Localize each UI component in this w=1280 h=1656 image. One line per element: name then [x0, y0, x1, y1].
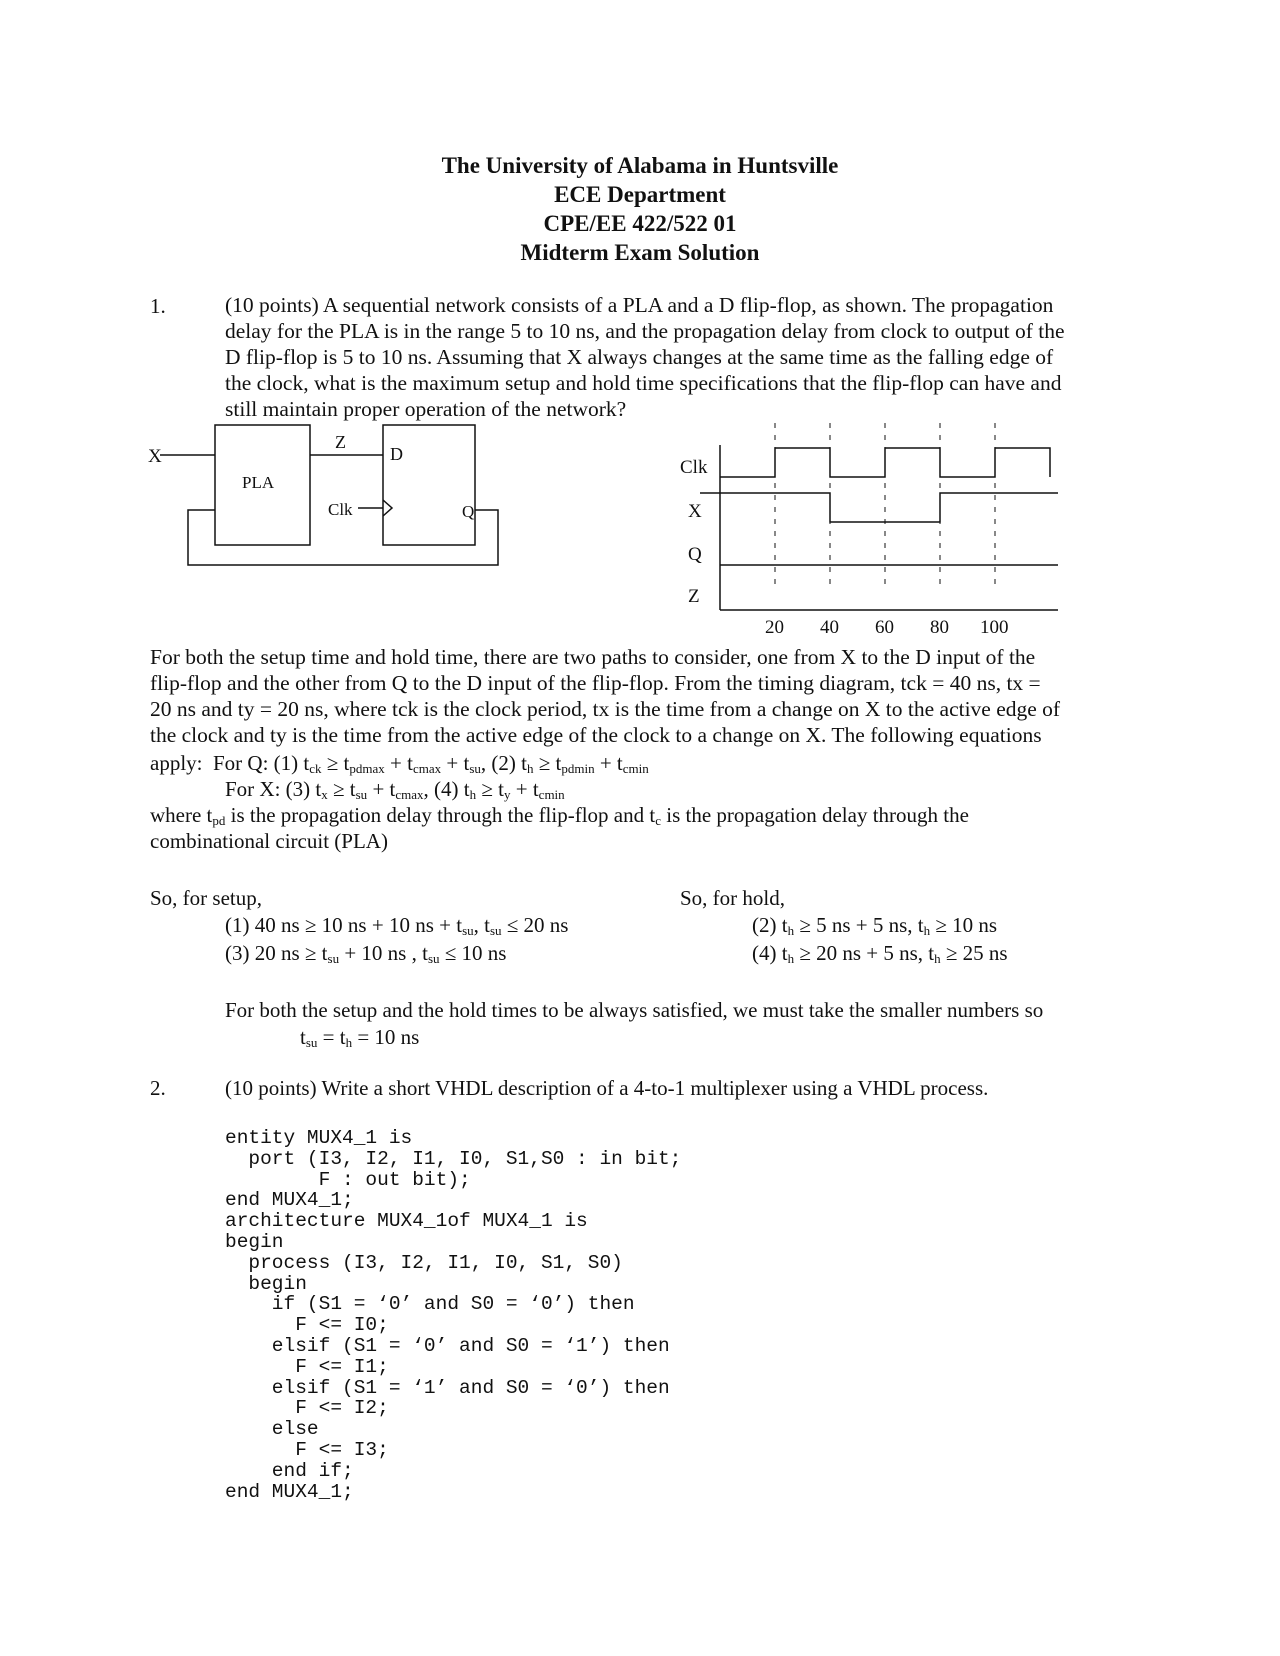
timing-tick: 40: [820, 617, 839, 635]
problem1-number: 1.: [150, 294, 166, 318]
eq-sub: cmax: [412, 761, 442, 776]
eq-text: (3) 20 ns ≥ t: [225, 941, 328, 965]
code-line: else: [225, 1418, 319, 1441]
eq-sub: pd: [212, 813, 226, 828]
eq-text: t: [300, 1025, 306, 1049]
eq-sub: c: [655, 813, 661, 828]
header-exam-title: Midterm Exam Solution: [520, 240, 760, 265]
circuit-z-label: Z: [335, 432, 346, 452]
eq-sub: h: [787, 951, 795, 966]
eq-sub: su: [462, 923, 474, 938]
eq-text: where t: [150, 803, 213, 827]
code-line: elsif (S1 = ‘1’ and S0 = ‘0’) then: [225, 1376, 670, 1399]
eq-sub: pdmin: [561, 761, 595, 776]
problem1-statement-line: (10 points) A sequential network consists of a PLA and a D flip-flop, as shown. The propagation: [225, 293, 1054, 317]
problem2-number: 2.: [150, 1076, 166, 1100]
result-line: [300, 1024, 419, 1050]
problem1-explanation: [150, 644, 1240, 748]
problem1-statement-line: the clock, what is the maximum setup and hold time specifications that the flip-flop can have and: [225, 371, 1062, 395]
explanation-line: the clock and ty is the time from the active edge of the clock to a change on X. The following equations: [150, 723, 1042, 747]
setup-title: So, for setup,: [150, 886, 262, 910]
hold-title: So, for hold,: [680, 886, 785, 910]
x-waveform: [700, 493, 1058, 522]
header-department: ECE Department: [554, 182, 726, 207]
combinational-line: combinational circuit (PLA): [150, 829, 388, 853]
eq-sub: x: [321, 787, 328, 802]
timing-tick: 80: [930, 617, 949, 635]
problem2-statement: (10 points) Write a short VHDL description of a 4-to-1 multiplexer using a VHDL process.: [225, 1076, 989, 1100]
eq-text: + t: [441, 751, 470, 775]
eq-text: For Q: (1) t: [213, 751, 310, 775]
eq-sub: cmin: [538, 787, 565, 802]
eq-sub: su: [427, 951, 440, 966]
eq-sub: su: [355, 787, 368, 802]
eq-sub: ck: [309, 761, 322, 776]
eq-text: is the propagation delay through the: [661, 803, 969, 827]
eq-text: + t: [367, 777, 396, 801]
eq-sub: su: [469, 761, 481, 776]
timing-diagram: [660, 415, 1070, 635]
eq-text: ≥ t: [533, 751, 562, 775]
code-line: F : out bit);: [225, 1168, 471, 1191]
timing-tick: 20: [765, 617, 784, 635]
eq-sub: cmin: [622, 761, 649, 776]
timing-tick: 60: [875, 617, 894, 635]
equations-x-line: [225, 776, 565, 802]
equations-q-line: [150, 750, 649, 776]
problem1-statement: [225, 292, 1225, 422]
explanation-line: For both the setup time and hold time, there are two paths to consider, one from X to the D input of the: [150, 645, 1036, 669]
circuit-d-label: D: [390, 444, 403, 464]
code-line: F <= I1;: [225, 1355, 389, 1378]
eq-text: ≥ 25 ns: [940, 941, 1008, 965]
header-university: The University of Alabama in Huntsville: [441, 153, 839, 178]
code-line: begin: [225, 1272, 307, 1295]
hold-eq-1: [752, 912, 997, 938]
code-line: end if;: [225, 1459, 354, 1482]
eq-sub: cmax: [395, 787, 424, 802]
eq-text: ≥ 5 ns + 5 ns, t: [794, 913, 924, 937]
eq-text: + t: [384, 751, 413, 775]
timing-label-z: Z: [688, 586, 700, 607]
eq-sub: h: [345, 1035, 353, 1050]
eq-sub: su: [489, 923, 502, 938]
timing-label-q: Q: [688, 544, 702, 565]
eq-sub: su: [327, 951, 340, 966]
code-line: begin: [225, 1230, 284, 1253]
vhdl-code-block: [225, 1128, 681, 1502]
code-line: port (I3, I2, I1, I0, S1,S0 : in bit;: [225, 1147, 682, 1170]
setup-eq-2: [225, 940, 506, 966]
header-course: CPE/EE 422/522 01: [543, 211, 737, 236]
explanation-line: flip-flop and the other from Q to the D input of the flip-flop. From the timing diagram, tck = 40 ns, tx =: [150, 671, 1041, 695]
timing-label-clk: Clk: [680, 457, 708, 478]
eq-text: ≥ 20 ns + 5 ns, t: [794, 941, 935, 965]
eq-text: ≥ t: [476, 777, 504, 801]
eq-text: ≤ 20 ns: [501, 913, 569, 937]
problem1-statement-line: delay for the PLA is in the range 5 to 10 ns, and the propagation delay from clock to output of the: [225, 319, 1065, 343]
setup-eq-1: [225, 912, 568, 938]
eq-text: , t: [473, 913, 490, 937]
eq-text: , (4) t: [423, 777, 470, 801]
circuit-pla-label: PLA: [242, 473, 275, 492]
conclusion-line: For both the setup and the hold times to be always satisfied, we must take the smaller numbers so: [225, 998, 1044, 1022]
code-line: F <= I2;: [225, 1397, 389, 1420]
eq-text: ≥ 10 ns: [930, 913, 998, 937]
code-line: if (S1 = ‘0’ and S0 = ‘0’) then: [225, 1293, 635, 1316]
eq-sub: h: [469, 787, 477, 802]
problem1-statement-line: still maintain proper operation of the network?: [225, 397, 627, 421]
problem1-statement-line: D flip-flop is 5 to 10 ns. Assuming that X always changes at the same time as the falling edge of: [225, 345, 1054, 369]
where-line: [150, 802, 969, 828]
timing-tick: 100: [980, 617, 1009, 635]
circuit-clk-label: Clk: [328, 500, 353, 519]
clk-waveform: [720, 448, 1050, 477]
eq-sub: h: [787, 923, 795, 938]
timing-label-x: X: [688, 501, 702, 522]
eq-text: + t: [510, 777, 539, 801]
eq-text: ≤ 10 ns: [439, 941, 507, 965]
eq-sub: su: [305, 1035, 318, 1050]
eq-text: is the propagation delay through the flip-flop and t: [225, 803, 656, 827]
eq-text: For X: (3) t: [225, 777, 322, 801]
code-line: process (I3, I2, I1, I0, S1, S0): [225, 1251, 623, 1274]
circuit-x-label: X: [148, 446, 162, 467]
eq-text: ≥ t: [321, 751, 350, 775]
hold-eq-2: [752, 940, 1008, 966]
code-line: F <= I3;: [225, 1438, 389, 1461]
code-line: elsif (S1 = ‘0’ and S0 = ‘1’) then: [225, 1334, 670, 1357]
code-line: F <= I0;: [225, 1314, 389, 1337]
eq-text: (4) t: [752, 941, 788, 965]
pla-flipflop-circuit-diagram: [140, 420, 540, 580]
eq-text: + 10 ns , t: [339, 941, 428, 965]
eq-sub: h: [923, 923, 931, 938]
eq-text: = t: [317, 1025, 346, 1049]
circuit-q-label: Q: [462, 502, 475, 521]
eq-sub: h: [526, 761, 534, 776]
eq-sub: pdmax: [349, 761, 385, 776]
code-line: architecture MUX4_1of MUX4_1 is: [225, 1210, 588, 1233]
eq-text: (1) 40 ns ≥ 10 ns + 10 ns + t: [225, 913, 463, 937]
explanation-line: 20 ns and ty = 20 ns, where tck is the clock period, tx is the time from a change on X to the active edge of: [150, 697, 1061, 721]
apply-word: apply:: [150, 751, 203, 775]
eq-text: (2) t: [752, 913, 788, 937]
code-line: entity MUX4_1 is: [225, 1127, 413, 1149]
code-line: end MUX4_1;: [225, 1189, 354, 1212]
eq-text: = 10 ns: [352, 1025, 420, 1049]
eq-text: , (2) t: [480, 751, 527, 775]
eq-text: + t: [594, 751, 623, 775]
code-line: end MUX4_1;: [225, 1480, 354, 1503]
eq-sub: h: [934, 951, 941, 966]
eq-text: ≥ t: [327, 777, 356, 801]
d-flipflop-block: [383, 425, 475, 545]
eq-sub: y: [503, 787, 511, 802]
